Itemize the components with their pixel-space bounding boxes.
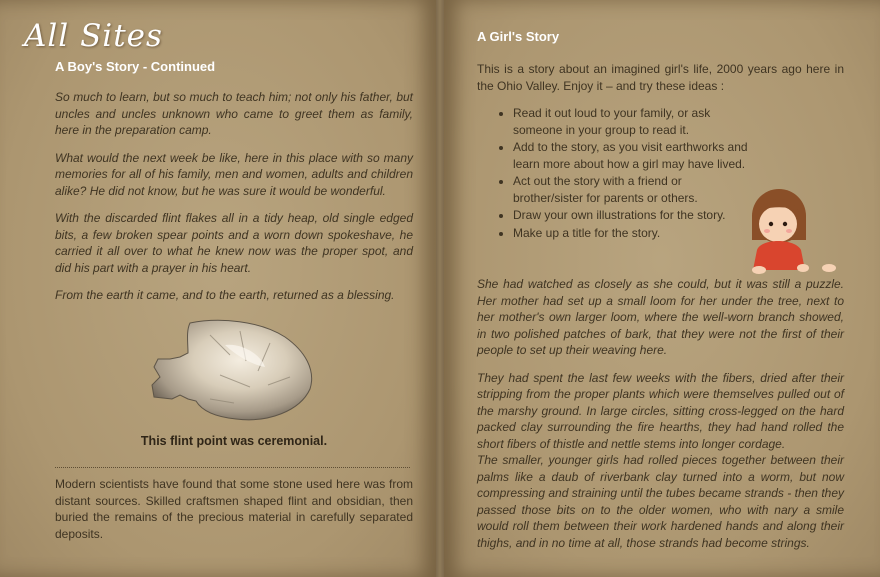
image-caption: This flint point was ceremonial. (140, 433, 328, 448)
story-paragraph: From the earth it came, and to the earth, returned as a blessing. (55, 288, 395, 302)
list-item: • Add to the story, as you visit earthworks and learn more about how a girl may have lived. (513, 139, 844, 172)
story-paragraph: They had spent the last few weeks with the fibers, dried after their stripping from the proper plants which were themselves pulled out of the marshy ground. In large circles, sitting cross-legged on the hard packed clay surrounding the fire hearths, they had hand rolled the short fibers of thistle and nettle stems into longer cordage. (477, 370, 844, 451)
list-item: • Act out the story with a friend or brother/sister for parents or others. (513, 173, 844, 206)
story-paragraph: So much to learn, but so much to teach him; not only his father, but uncles and uncles unknown who came to greet them as family, here in the preparation camp. (55, 90, 413, 137)
story-paragraph: The smaller, younger girls had rolled pieces together between their palms like a daub of riverbank clay turned into a worm, but now compressing and straining until the tubes became strands - then they passed those bits on to the older women, who with nary a smile would roll them between their work hardened hands and along their thighs, and in no time at all, those strands had become strings. (477, 453, 844, 550)
girl-illustration (745, 188, 840, 276)
flint-point-icon (150, 315, 320, 427)
scientist-note: Modern scientists have found that some stone used here was from distant sources. Skilled craftsmen shaped flint and obsidian, then buried the remains of the precious material in carefully separated deposits. (55, 477, 413, 541)
story-paragraph: What would the next week be like, here in this place with so many memories for all of his family, men and women, adults and children alike? He did not know, but he was sure it would be wonderful. (55, 150, 413, 198)
girls-story-text (477, 276, 844, 562)
girls-story-heading: A Girl's Story (477, 29, 560, 44)
list-item: • Read it out loud to your family, or ask someone in your group to read it. (513, 105, 844, 138)
list-item: • Make up a title for the story. (513, 225, 844, 242)
list-item: • Draw your own illustrations for the story. (513, 207, 844, 224)
story-paragraph: She had watched as closely as she could, but it was still a puzzle. Her mother had set up a small loom for her under the tree, next to her mother's own larger loom, where the well-worn branch showed, in two polished patches of bark, that they were not the first of their people to set up their weaving here. (477, 277, 844, 357)
girl-icon (745, 188, 840, 276)
site-logo[interactable]: All Sites (24, 18, 163, 54)
boys-story-text (55, 89, 413, 553)
boys-story-heading: A Boy's Story - Continued (55, 59, 216, 74)
flint-point-image (150, 315, 320, 427)
story-paragraph: With the discarded flint flakes all in a tidy heap, old single edged bits, a few broken spear points and a worn down spokeshave, he carried it all over to what he knew now was the proper spot, and did his part with a prayer in his heart. (55, 211, 413, 275)
book-gutter (436, 0, 444, 577)
intro-paragraph: This is a story about an imagined girl's life, 2000 years ago here in the Ohio Valley. Enjoy it – and try these ideas : (477, 62, 844, 93)
dotted-divider (55, 467, 410, 468)
